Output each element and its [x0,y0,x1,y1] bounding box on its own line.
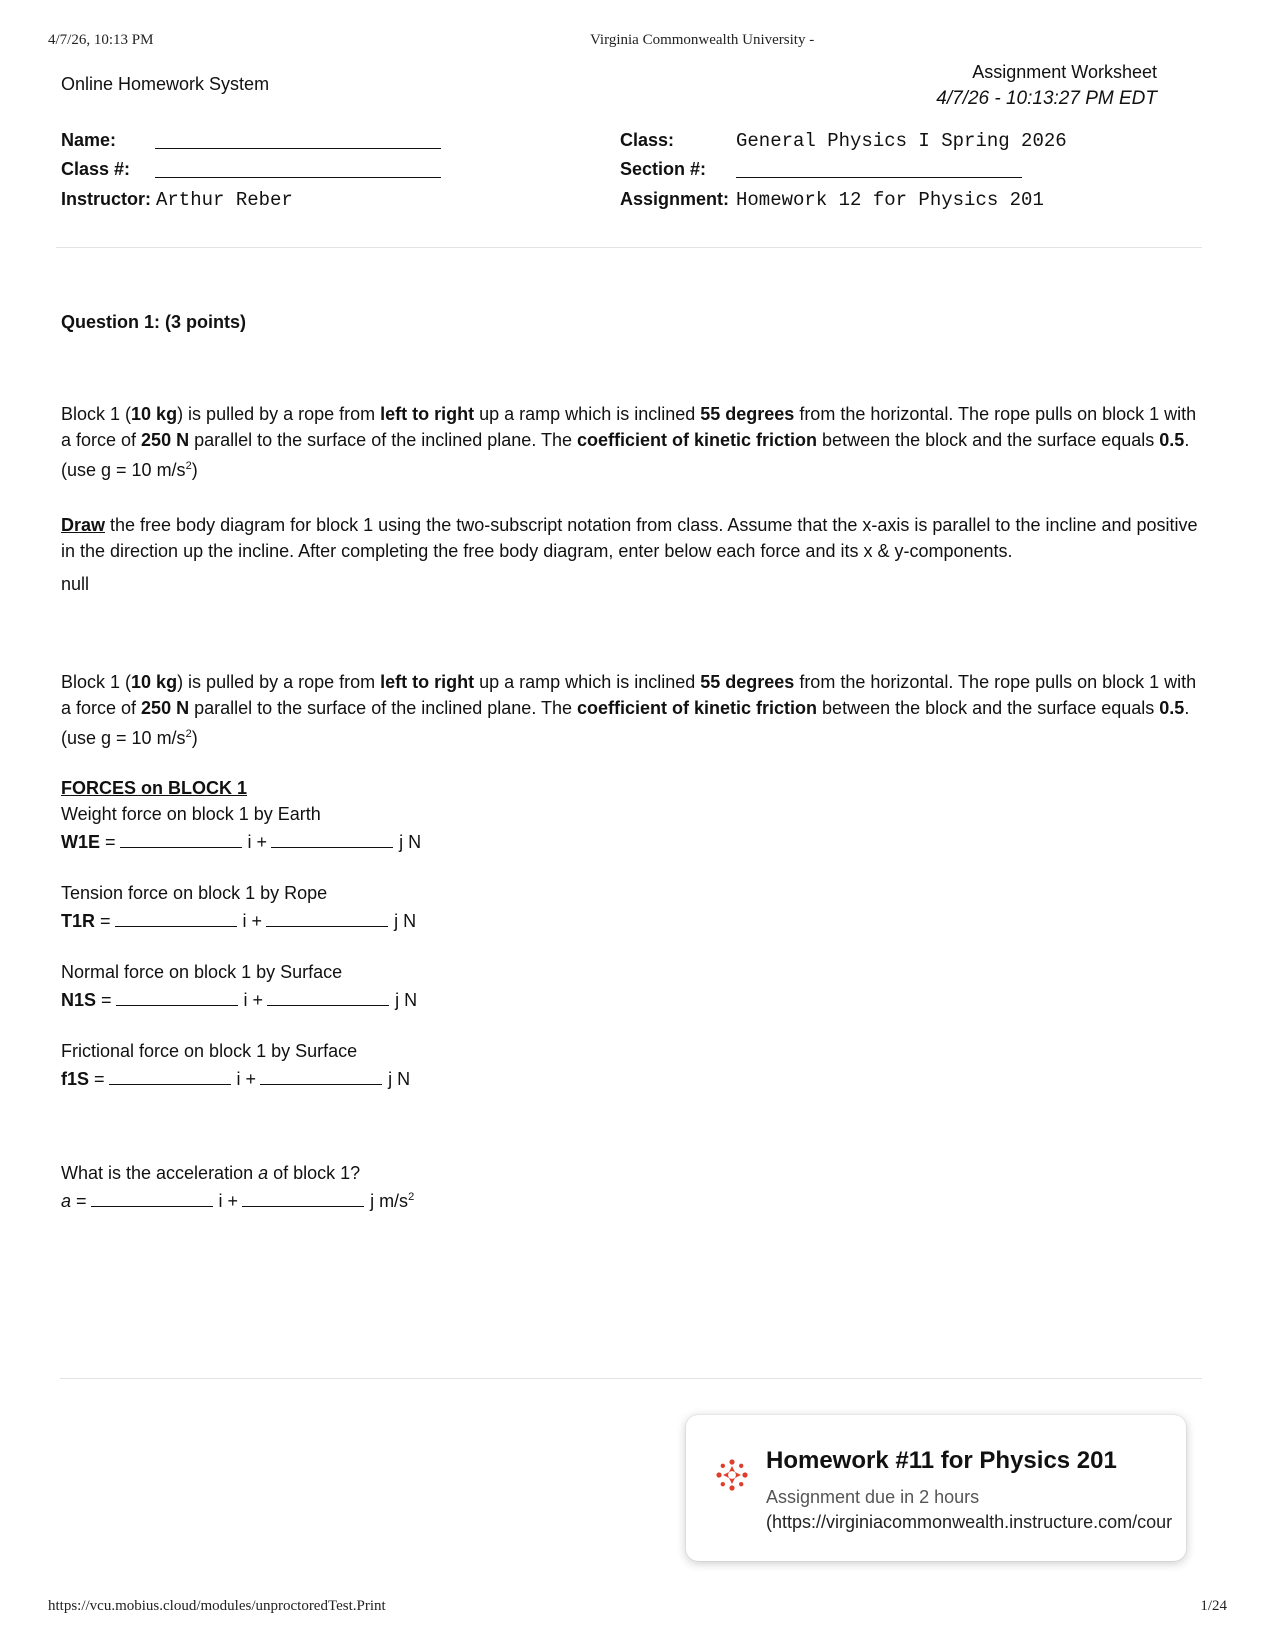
assignment-value: Homework 12 for Physics 201 [736,189,1044,211]
acceleration-eq: a = i + j $m/s^2$ [61,1191,415,1211]
force-desc-tension: Tension force on block 1 by Rope [61,883,328,903]
force-eq-tension: T1R = i + j N [61,911,417,931]
classnum-blank [155,159,441,178]
print-site-title: Virginia Commonwealth University - [590,32,815,48]
a-x-blank[interactable] [91,1190,213,1207]
toast-subtitle: Assignment due in 2 hours [766,1487,980,1507]
w1e-y-blank[interactable] [271,831,393,848]
section-blank [736,159,1022,178]
generated-time: 4/7/26 - 10:13:27 PM EDT [936,88,1157,109]
w1e-x-blank[interactable] [120,831,242,848]
problem-statement-repeat: Block 1 (10 kg) is pulled by a rope from left to right up a ramp which is inclined 55 degrees from the horizontal. The rope pulls on block 1 with a force of 250 N parallel to the surface of the inclined plane. The coefficient of kinetic friction between the block and the surface equals 0.5. (use g = 10 $m/s^2$) [61,672,1197,748]
acceleration-question: What is the acceleration a of block 1? [61,1163,361,1183]
n1s-x-blank[interactable] [116,989,238,1006]
assignment-label: Assignment: [620,189,730,209]
page-number: 1/24 [1200,1598,1227,1614]
t1r-x-blank[interactable] [115,910,237,927]
footer-divider [60,1378,1202,1379]
null-text: null [61,574,90,594]
print-datetime: 4/7/26, 10:13 PM [48,32,154,48]
problem-statement: Block 1 (10 kg) is pulled by a rope from left to right up a ramp which is inclined 55 degrees from the horizontal. The rope pulls on block 1 with a force of 250 N parallel to the surface of the inclined plane. The coefficient of kinetic friction between the block and the surface equals 0.5. (use g = 10 $m/s^2$) [61,404,1197,480]
a-y-blank[interactable] [242,1190,364,1207]
instructor-label: Instructor: [61,189,151,209]
instructions: Draw the free body diagram for block 1 using the two-subscript notation from class. Assume that the x-axis is parallel to the incline and positive in the direction up the incline. After completing the free body diagram, enter below each force and its x & y-components. [61,515,1198,561]
force-eq-normal: N1S = i + j N [61,990,418,1010]
class-label: Class: [620,130,675,150]
f1s-x-blank[interactable] [109,1068,231,1085]
class-value: General Physics I Spring 2026 [736,130,1067,152]
n1s-y-blank[interactable] [267,989,389,1006]
force-desc-normal: Normal force on block 1 by Surface [61,962,343,982]
question-title: Question 1: (3 points) [61,312,247,332]
force-eq-weight: W1E = i + j N [61,832,422,852]
notification-toast[interactable] [686,1415,1186,1561]
forces-heading: FORCES on BLOCK 1 [61,778,248,798]
canvas-logo-icon [716,1459,748,1491]
instructor-value: Arthur Reber [156,189,293,211]
toast-title: Homework #11 for Physics 201 [766,1447,1117,1474]
classnum-label: Class #: [61,159,131,179]
name-label: Name: [61,130,117,150]
print-url: https://vcu.mobius.cloud/modules/unproctoredTest.Print [48,1598,386,1614]
toast-link[interactable]: (https://virginiacommonwealth.instructure.com/cour [766,1512,1173,1532]
force-desc-weight: Weight force on block 1 by Earth [61,804,321,824]
header-divider [56,247,1202,248]
force-eq-friction: f1S = i + j N [61,1069,411,1089]
f1s-y-blank[interactable] [260,1068,382,1085]
doc-type: Assignment Worksheet [972,62,1157,82]
system-name: Online Homework System [61,74,270,94]
force-desc-friction: Frictional force on block 1 by Surface [61,1041,358,1061]
t1r-y-blank[interactable] [266,910,388,927]
name-blank [155,130,441,149]
section-label: Section #: [620,159,707,179]
